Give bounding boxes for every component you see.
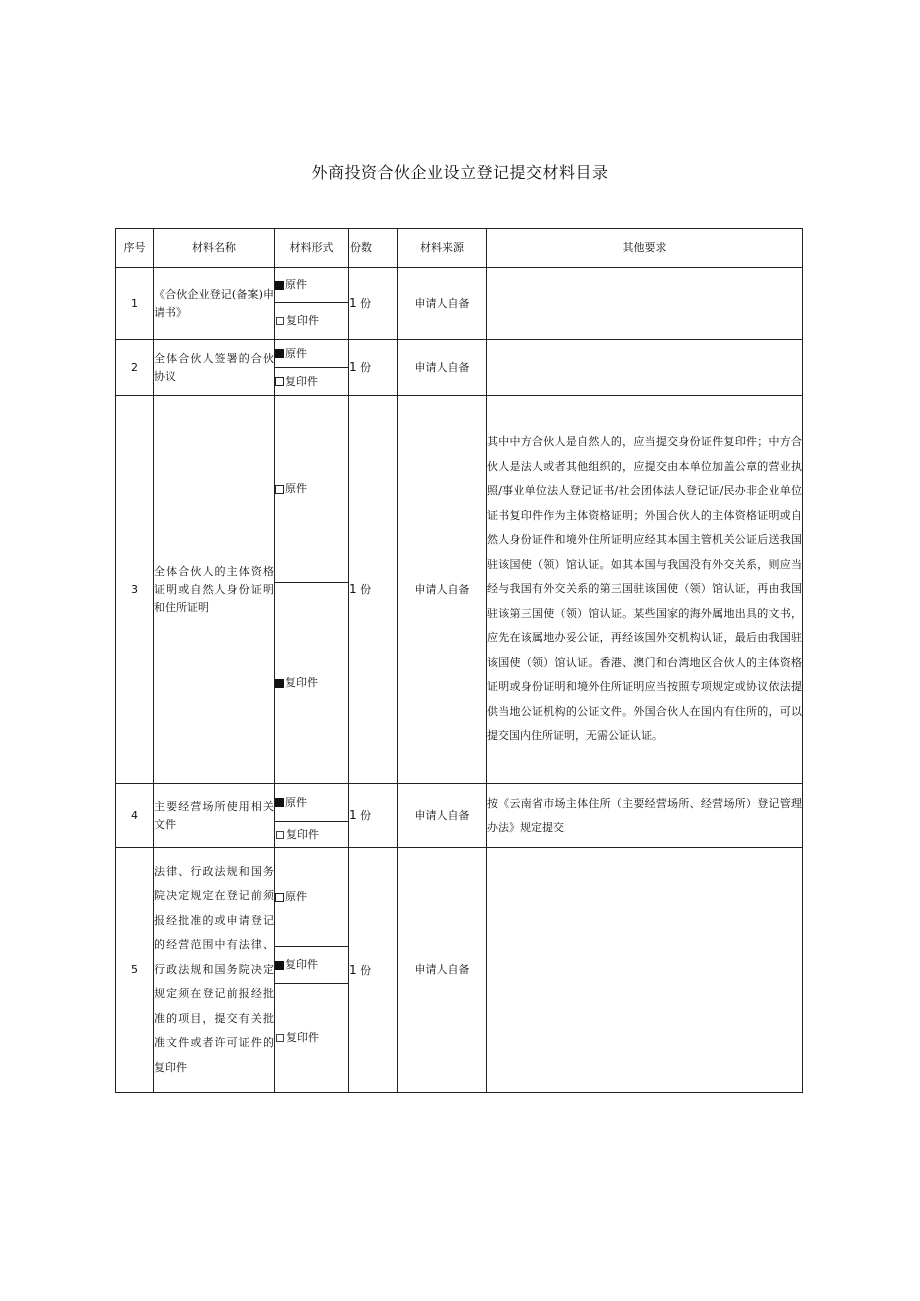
form-option bbox=[275, 946, 348, 983]
unchecked-box-icon bbox=[275, 377, 284, 386]
header-no: 序号 bbox=[116, 229, 154, 268]
form-option bbox=[275, 983, 348, 1092]
material-source: 申请人自备 bbox=[398, 340, 487, 396]
material-name: 主要经营场所使用相关文件 bbox=[154, 784, 275, 848]
table-row bbox=[116, 396, 803, 784]
page-title: 外商投资合伙企业设立登记提交材料目录 bbox=[311, 163, 609, 182]
material-name: 全体合伙人的主体资格证明或自然人身份证明和住所证明 bbox=[154, 396, 275, 784]
form-option bbox=[275, 784, 348, 821]
form-label: 原件 bbox=[285, 890, 307, 903]
material-source: 申请人自备 bbox=[398, 396, 487, 784]
row-number: 2 bbox=[116, 340, 154, 396]
other-requirements bbox=[487, 268, 803, 340]
material-source: 申请人自备 bbox=[398, 848, 487, 1093]
other-requirements bbox=[487, 340, 803, 396]
table-row bbox=[116, 848, 803, 1093]
form-option bbox=[275, 268, 348, 302]
form-label: 原件 bbox=[285, 795, 307, 809]
form-option bbox=[275, 848, 348, 946]
copy-count: 1 份 bbox=[349, 848, 398, 1093]
header-form: 材料形式 bbox=[275, 229, 349, 268]
form-label: 原件 bbox=[285, 278, 307, 291]
material-name: 全体合伙人签署的合伙协议 bbox=[154, 340, 275, 396]
form-option bbox=[275, 821, 348, 847]
row-number: 5 bbox=[116, 848, 154, 1093]
checked-box-icon bbox=[275, 349, 284, 358]
form-label: 复印件 bbox=[286, 1031, 319, 1044]
materials-table bbox=[115, 228, 803, 1093]
table-row bbox=[116, 268, 803, 340]
unchecked-box-icon bbox=[275, 485, 284, 494]
other-requirements: 按《云南省市场主体住所（主要经营场所、经营场所）登记管理办法》规定提交 bbox=[487, 784, 803, 848]
unchecked-box-icon bbox=[275, 893, 284, 902]
copy-count: 1 份 bbox=[349, 396, 398, 784]
table-row bbox=[116, 784, 803, 848]
row-number: 1 bbox=[116, 268, 154, 340]
copy-count: 1 份 bbox=[349, 340, 398, 396]
row-number: 3 bbox=[116, 396, 154, 784]
material-form bbox=[275, 396, 349, 784]
copy-count: 1 份 bbox=[349, 784, 398, 848]
form-option bbox=[275, 340, 348, 367]
header-count: 份数 bbox=[349, 229, 398, 268]
checked-box-icon bbox=[275, 679, 284, 688]
form-label: 复印件 bbox=[285, 374, 318, 388]
other-requirements: 其中中方合伙人是自然人的，应当提交身份证件复印件；中方合伙人是法人或者其他组织的，应提交由本单位加盖公章的营业执照/事业单位法人登记证书/社会团体法人登记证/民办非企业单位证书复印件作为主体资格证明；外国合伙人的主体资格证明或自然人身份证件和境外住所证明应经其本国主管机关公证后送我国驻该国使（领）馆认证。如其本国与我国没有外交关系，则应当经与我国有外交关系的第三国驻该国使（领）馆认证，再由我国驻该第三国使（领）馆认证。某些国家的海外属地出具的文书，应先在该属地办妥公证，再经该国外交机构认证，最后由我国驻该国使（领）馆认证。香港、澳门和台湾地区合伙人的主体资格证明或身份证明和境外住所证明应当按照专项规定或协议依法提供当地公证机构的公证文件。外国合伙人在国内有住所的，可以提交国内住所证明，无需公证认证。 bbox=[487, 396, 803, 784]
material-form bbox=[275, 268, 349, 340]
checked-box-icon bbox=[275, 798, 284, 807]
form-label: 原件 bbox=[285, 482, 307, 495]
material-name: 法律、行政法规和国务院决定规定在登记前须报经批准的或申请登记的经营范围中有法律、行政法规和国务院决定规定须在登记前报经批准的项目，提交有关批准文件或者许可证件的复印件 bbox=[154, 848, 275, 1093]
form-label: 复印件 bbox=[285, 958, 318, 971]
material-form bbox=[275, 340, 349, 396]
form-option bbox=[275, 582, 348, 783]
form-label: 复印件 bbox=[286, 314, 319, 327]
material-source: 申请人自备 bbox=[398, 268, 487, 340]
header-name: 材料名称 bbox=[154, 229, 275, 268]
other-requirements bbox=[487, 848, 803, 1093]
material-source: 申请人自备 bbox=[398, 784, 487, 848]
unchecked-box-icon bbox=[276, 1034, 284, 1042]
checked-box-icon bbox=[275, 961, 284, 970]
row-number: 4 bbox=[116, 784, 154, 848]
checked-box-icon bbox=[275, 281, 284, 290]
form-option bbox=[275, 302, 348, 339]
unchecked-box-icon bbox=[276, 831, 284, 839]
material-name: 《合伙企业登记(备案)申请书》 bbox=[154, 268, 275, 340]
form-option bbox=[275, 367, 348, 395]
material-form bbox=[275, 848, 349, 1093]
header-source: 材料来源 bbox=[398, 229, 487, 268]
table-header-row bbox=[116, 229, 803, 268]
form-option bbox=[275, 396, 348, 582]
form-label: 复印件 bbox=[286, 827, 319, 841]
copy-count: 1 份 bbox=[349, 268, 398, 340]
form-label: 复印件 bbox=[285, 676, 318, 689]
table-row bbox=[116, 340, 803, 396]
form-label: 原件 bbox=[285, 346, 307, 360]
material-form bbox=[275, 784, 349, 848]
header-requirements: 其他要求 bbox=[487, 229, 803, 268]
unchecked-box-icon bbox=[276, 317, 284, 325]
